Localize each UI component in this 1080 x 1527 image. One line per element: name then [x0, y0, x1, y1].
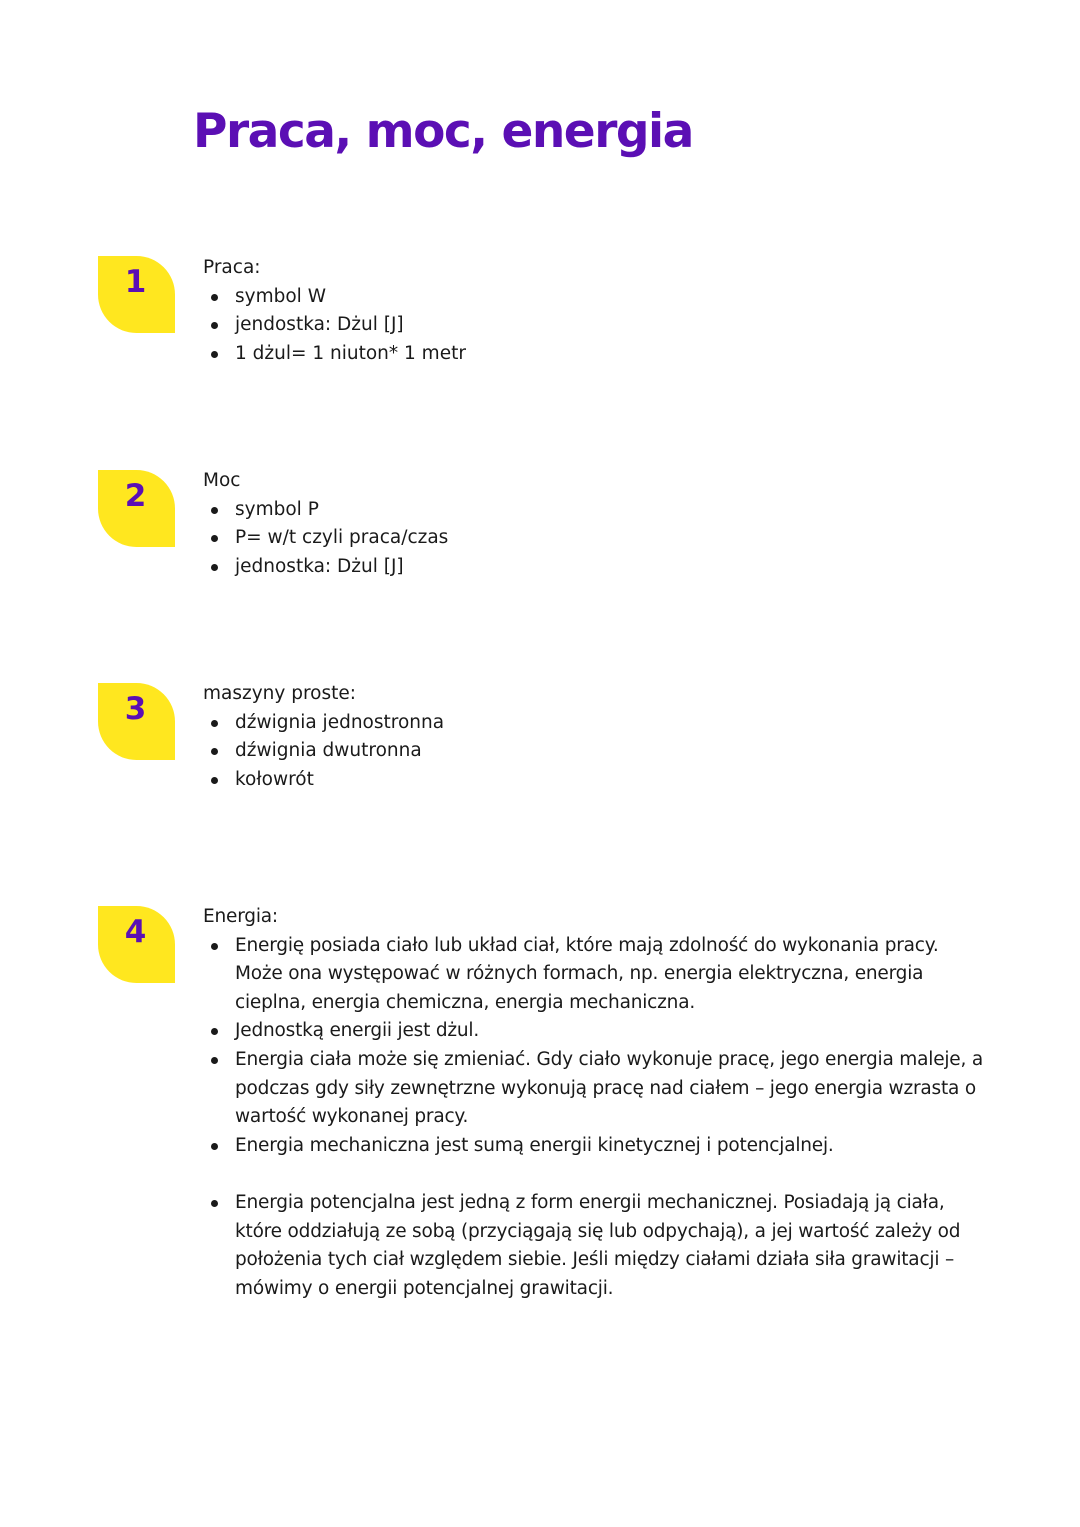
bullet-list	[203, 709, 444, 795]
section-heading: Energia:	[203, 906, 278, 927]
section-number: 4	[124, 914, 147, 950]
list-item: symbol P	[203, 496, 448, 525]
list-item: kołowrót	[203, 766, 444, 795]
section-number: 3	[124, 691, 147, 727]
list-item: Energia mechaniczna jest sumą energii kinetycznej i potencjalnej.	[203, 1132, 983, 1161]
section-moc	[203, 467, 448, 581]
section-praca	[203, 254, 466, 368]
section-heading: Praca:	[203, 257, 261, 278]
section-number-badge	[98, 683, 175, 760]
list-item: Jednostką energii jest dżul.	[203, 1017, 983, 1046]
list-item: Energię posiada ciało lub układ ciał, które mają zdolność do wykonania pracy. Może ona występować w różnych formach, np. energia elektryczna, energia cieplna, energia chemiczna, energia mechaniczna.	[203, 932, 983, 1018]
section-heading: Moc	[203, 470, 241, 491]
section-number-badge	[98, 470, 175, 547]
list-item: dźwignia dwutronna	[203, 737, 444, 766]
section-maszyny-proste	[203, 680, 444, 794]
list-item: dźwignia jednostronna	[203, 709, 444, 738]
section-number: 1	[124, 264, 147, 300]
bullet-list	[203, 283, 466, 369]
list-item: P= w/t czyli praca/czas	[203, 524, 448, 553]
section-number-badge	[98, 256, 175, 333]
bullet-list	[203, 932, 983, 1304]
list-item: jednostka: Dżul [J]	[203, 553, 448, 582]
section-energia	[203, 903, 983, 1303]
page-title: Praca, moc, energia	[193, 104, 693, 159]
section-heading: maszyny proste:	[203, 683, 356, 704]
list-item: symbol W	[203, 283, 466, 312]
list-item: Energia ciała może się zmieniać. Gdy ciało wykonuje pracę, jego energia maleje, a podczas gdy siły zewnętrzne wykonują pracę nad ciałem – jego energia wzrasta o wartość wykonanej pracy.	[203, 1046, 983, 1132]
section-number: 2	[124, 478, 147, 514]
section-number-badge	[98, 906, 175, 983]
list-item: Energia potencjalna jest jedną z form energii mechanicznej. Posiadają ją ciała, które oddziałują ze sobą (przyciągają się lub odpychają), a jej wartość zależy od położenia tych ciał względem siebie. Jeśli między ciałami działa siła grawitacji – mówimy o energii potencjalnej grawitacji.	[203, 1189, 983, 1303]
list-item: 1 dżul= 1 niuton* 1 metr	[203, 340, 466, 369]
list-item: jendostka: Dżul [J]	[203, 311, 466, 340]
bullet-list	[203, 496, 448, 582]
